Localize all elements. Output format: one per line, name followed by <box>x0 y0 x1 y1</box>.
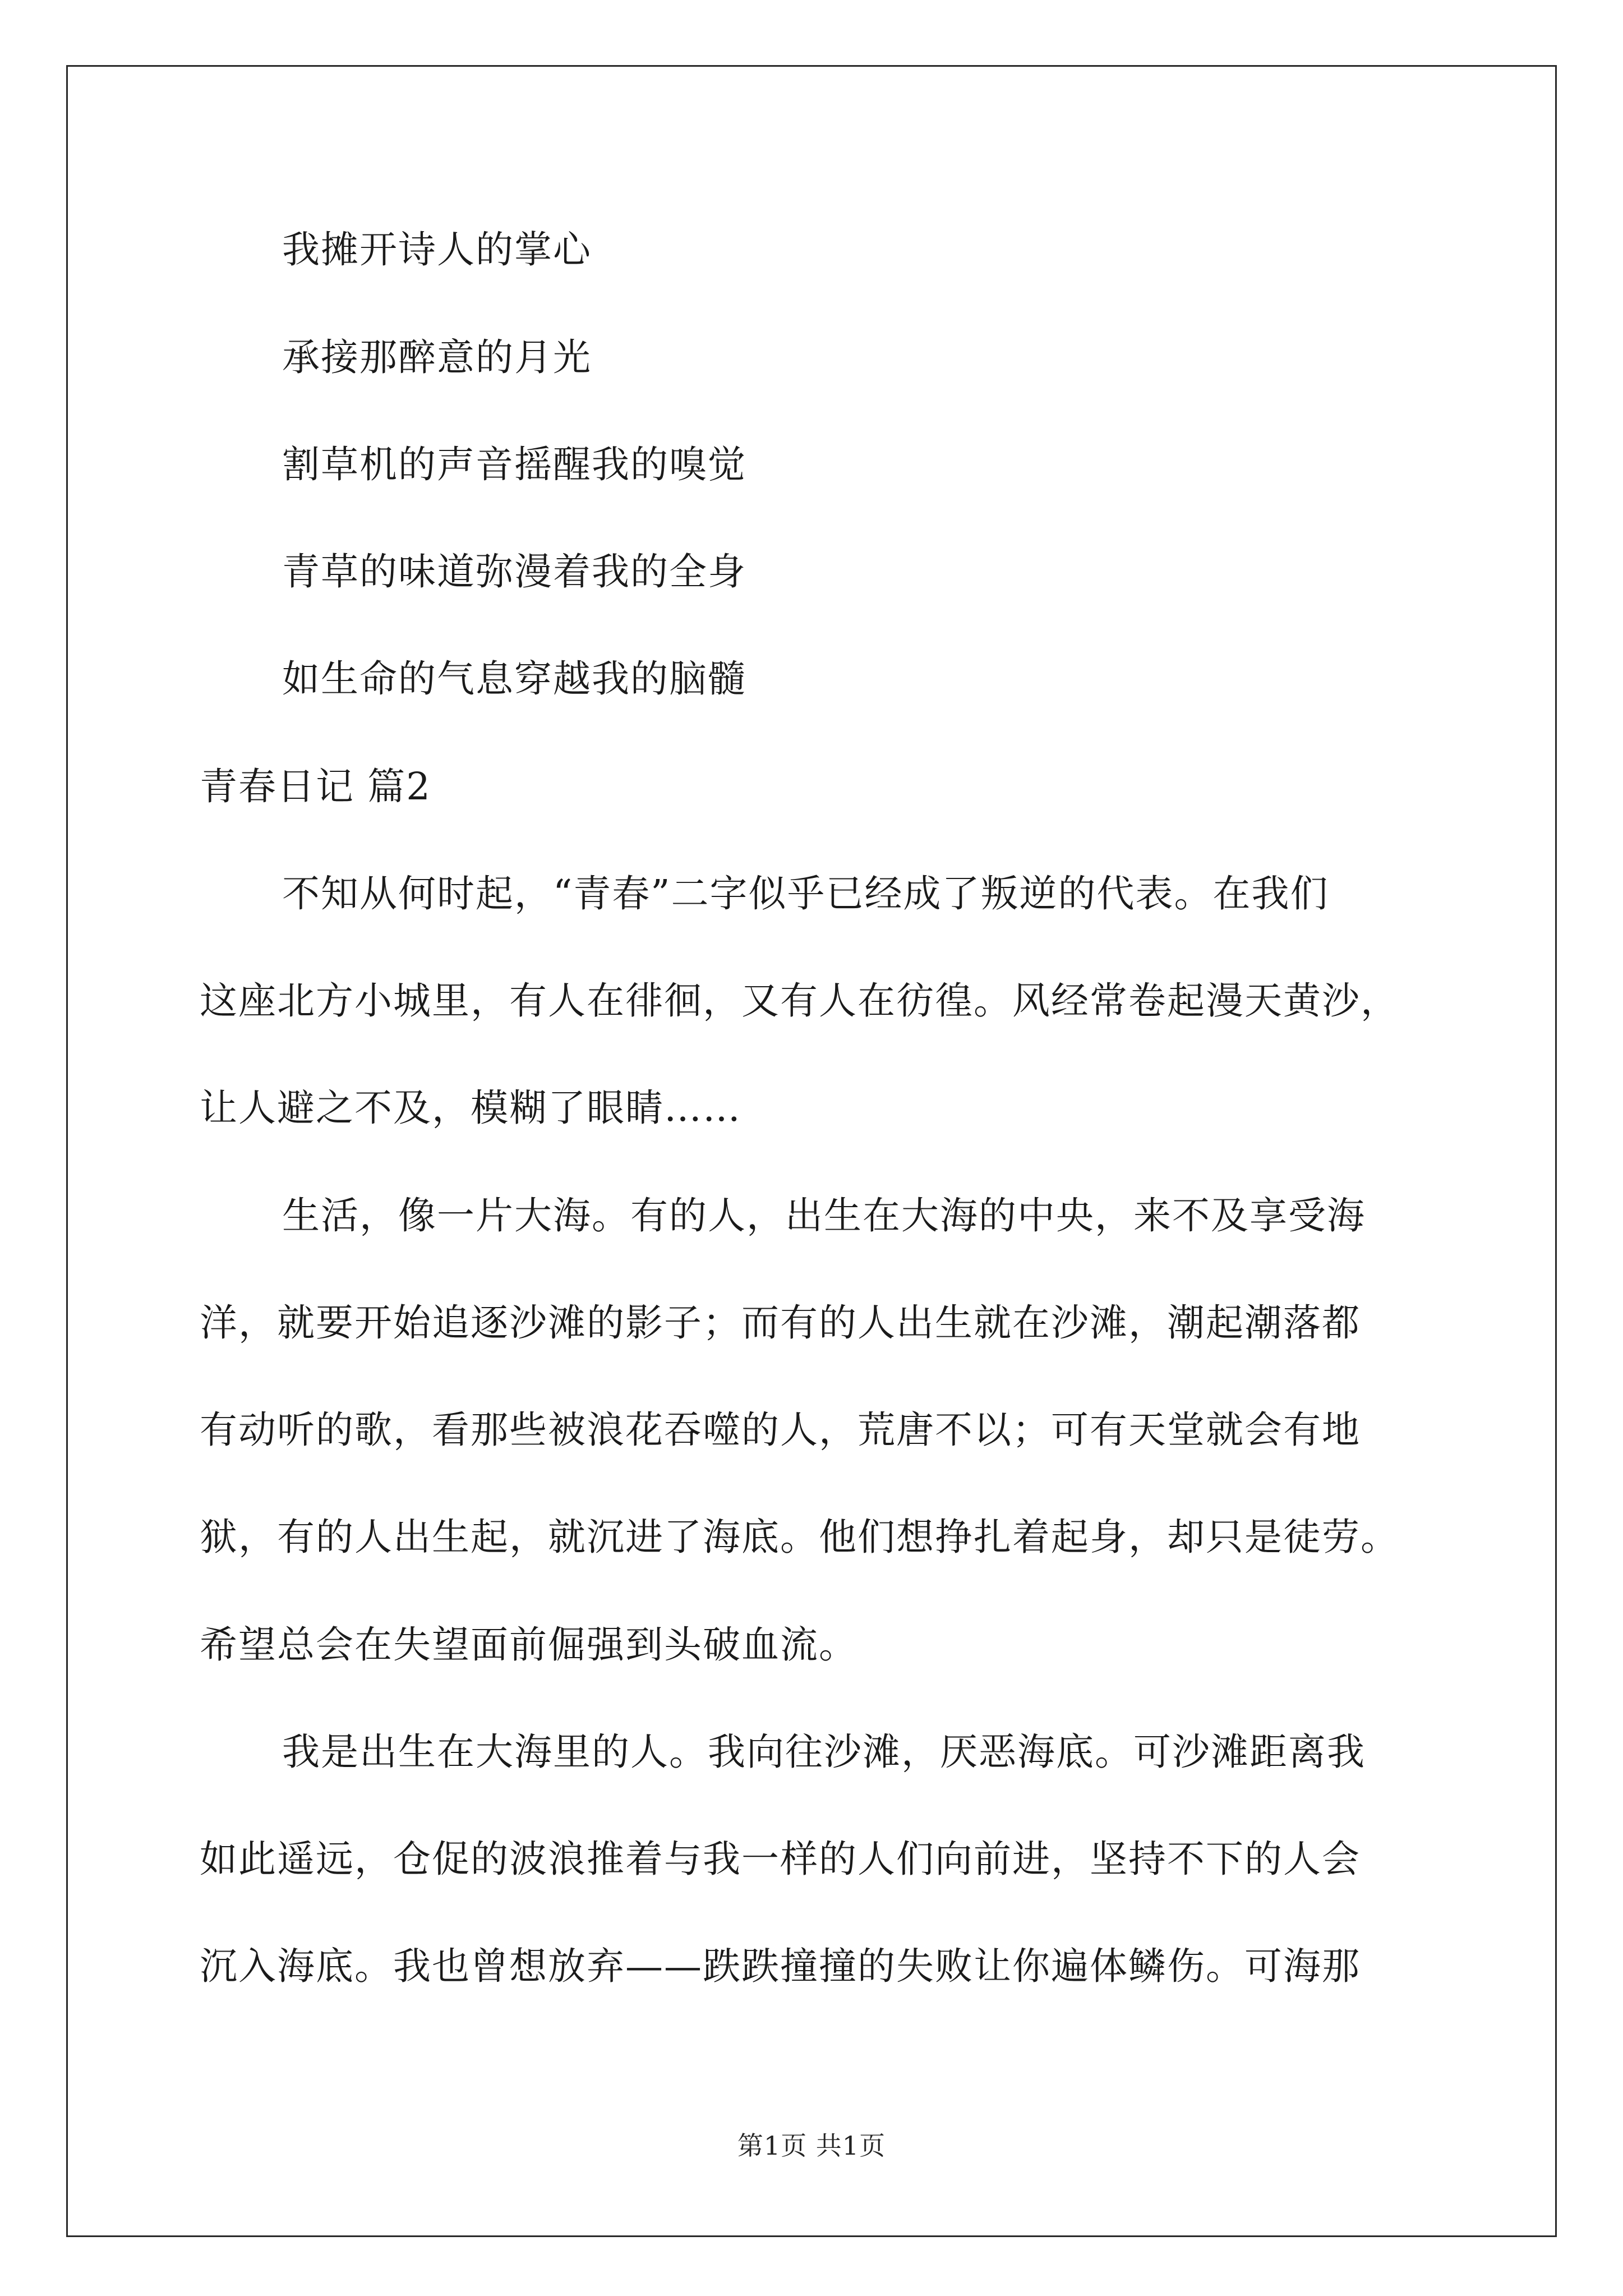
poem-line: 割草机的声音摇醒我的嗅觉 <box>282 443 746 486</box>
paragraph-line: 如此遥远，仓促的波浪推着与我一样的人们向前进，坚持不下的人会 <box>200 1837 1361 1881</box>
paragraph-line: 生活，像一片大海。有的人，出生在大海的中央，来不及享受海 <box>282 1194 1366 1237</box>
page-footer: 第1页 共1页 <box>737 2131 886 2161</box>
paragraph-line: 我是出生在大海里的人。我向往沙滩，厌恶海底。可沙滩距离我 <box>282 1730 1366 1774</box>
poem-line: 我摊开诗人的掌心 <box>282 228 592 272</box>
section-heading: 青春日记 篇2 <box>200 765 431 808</box>
paragraph-line: 让人避之不及，模糊了眼睛…… <box>200 1086 741 1130</box>
paragraph-line: 这座北方小城里，有人在徘徊，又有人在彷徨。风经常卷起漫天黄沙， <box>200 979 1399 1023</box>
paragraph-line: 有动听的歌，看那些被浪花吞噬的人，荒唐不以；可有天堂就会有地 <box>200 1408 1361 1452</box>
poem-line: 承接那醉意的月光 <box>282 335 592 379</box>
paragraph-line: 希望总会在失望面前倔强到头破血流。 <box>200 1623 857 1667</box>
paragraph-line: 狱，有的人出生起，就沉进了海底。他们想挣扎着起身，却只是徒劳。 <box>200 1515 1399 1559</box>
page-border <box>66 65 1557 2237</box>
poem-line: 如生命的气息穿越我的脑髓 <box>282 657 746 701</box>
poem-line: 青草的味道弥漫着我的全身 <box>282 550 746 593</box>
paragraph-line: 不知从何时起，“青春”二字似乎已经成了叛逆的代表。在我们 <box>282 872 1329 915</box>
paragraph-line: 沉入海底。我也曾想放弃——跌跌撞撞的失败让你遍体鳞伤。可海那 <box>200 1944 1361 1988</box>
paragraph-line: 洋，就要开始追逐沙滩的影子；而有的人出生就在沙滩，潮起潮落都 <box>200 1301 1361 1345</box>
